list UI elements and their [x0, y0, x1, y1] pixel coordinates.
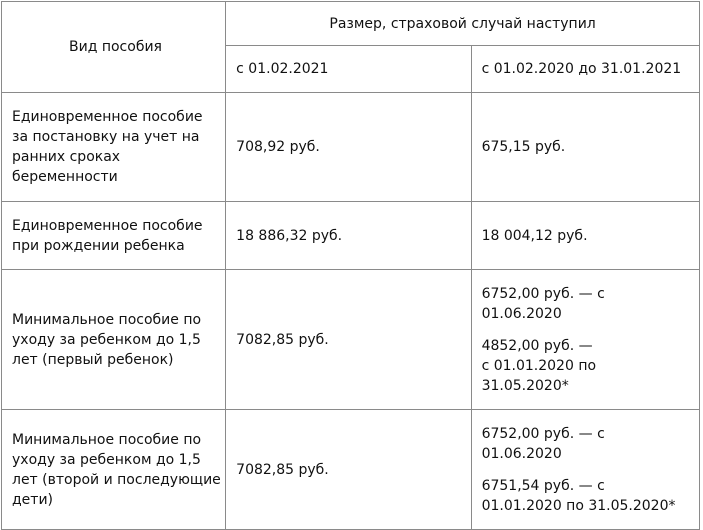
value-gap [482, 324, 689, 336]
table-row [2, 270, 700, 410]
value-line: 6752,00 руб. — с [481, 285, 605, 302]
value-line: 675,15 руб. [481, 139, 566, 155]
period-old-header: с 01.02.2020 до 31.01.2021 [471, 46, 699, 93]
benefits-table [1, 1, 700, 530]
value-new: 708,92 руб. [226, 93, 471, 202]
value-line: 18 004,12 руб. [481, 227, 588, 244]
value-line: 4852,00 руб. — [481, 337, 593, 354]
type-line: дети) [12, 491, 54, 508]
header-row [2, 2, 700, 46]
value-line: 6751,54 руб. — с [481, 477, 605, 494]
value-new: 7082,85 руб. [226, 410, 471, 530]
size-header: Размер, страховой случай наступил [226, 2, 700, 46]
type-header: Вид пособия [2, 2, 226, 93]
type-line: Минимальное пособие по [12, 431, 202, 448]
type-line: беременности [12, 169, 118, 185]
value-line: 01.06.2020 [481, 305, 562, 322]
type-line: лет (первый ребенок) [12, 351, 174, 368]
type-line: при рождении ребенка [12, 237, 185, 254]
type-line: Единовременное пособие [12, 217, 203, 234]
type-line: Единовременное пособие [12, 109, 203, 125]
type-line: Минимальное пособие по [12, 311, 202, 328]
table-row [2, 202, 700, 270]
table-row [2, 410, 700, 530]
type-line: уходу за ребенком до 1,5 [12, 331, 201, 348]
period-new-header: с 01.02.2021 [226, 46, 471, 93]
benefit-type [2, 202, 226, 270]
value-line: 31.05.2020* [481, 377, 569, 394]
value-old [471, 270, 699, 410]
value-new: 7082,85 руб. [226, 270, 471, 410]
value-old [471, 93, 699, 202]
table-row [2, 93, 700, 202]
value-gap [482, 464, 689, 476]
value-line: 01.06.2020 [481, 445, 562, 462]
value-line: 6752,00 руб. — с [481, 425, 605, 442]
type-line: уходу за ребенком до 1,5 [12, 451, 201, 468]
benefit-type [2, 410, 226, 530]
value-line: с 01.01.2020 по [481, 357, 597, 374]
value-old [471, 410, 699, 530]
value-line: 01.01.2020 по 31.05.2020* [481, 497, 676, 514]
benefit-type [2, 270, 226, 410]
value-new: 18 886,32 руб. [226, 202, 471, 270]
type-line: ранних сроках [12, 149, 121, 165]
value-old [471, 202, 699, 270]
type-line: за постановку на учет на [12, 129, 200, 145]
benefit-type [2, 93, 226, 202]
type-line: лет (второй и последующие [12, 471, 221, 488]
